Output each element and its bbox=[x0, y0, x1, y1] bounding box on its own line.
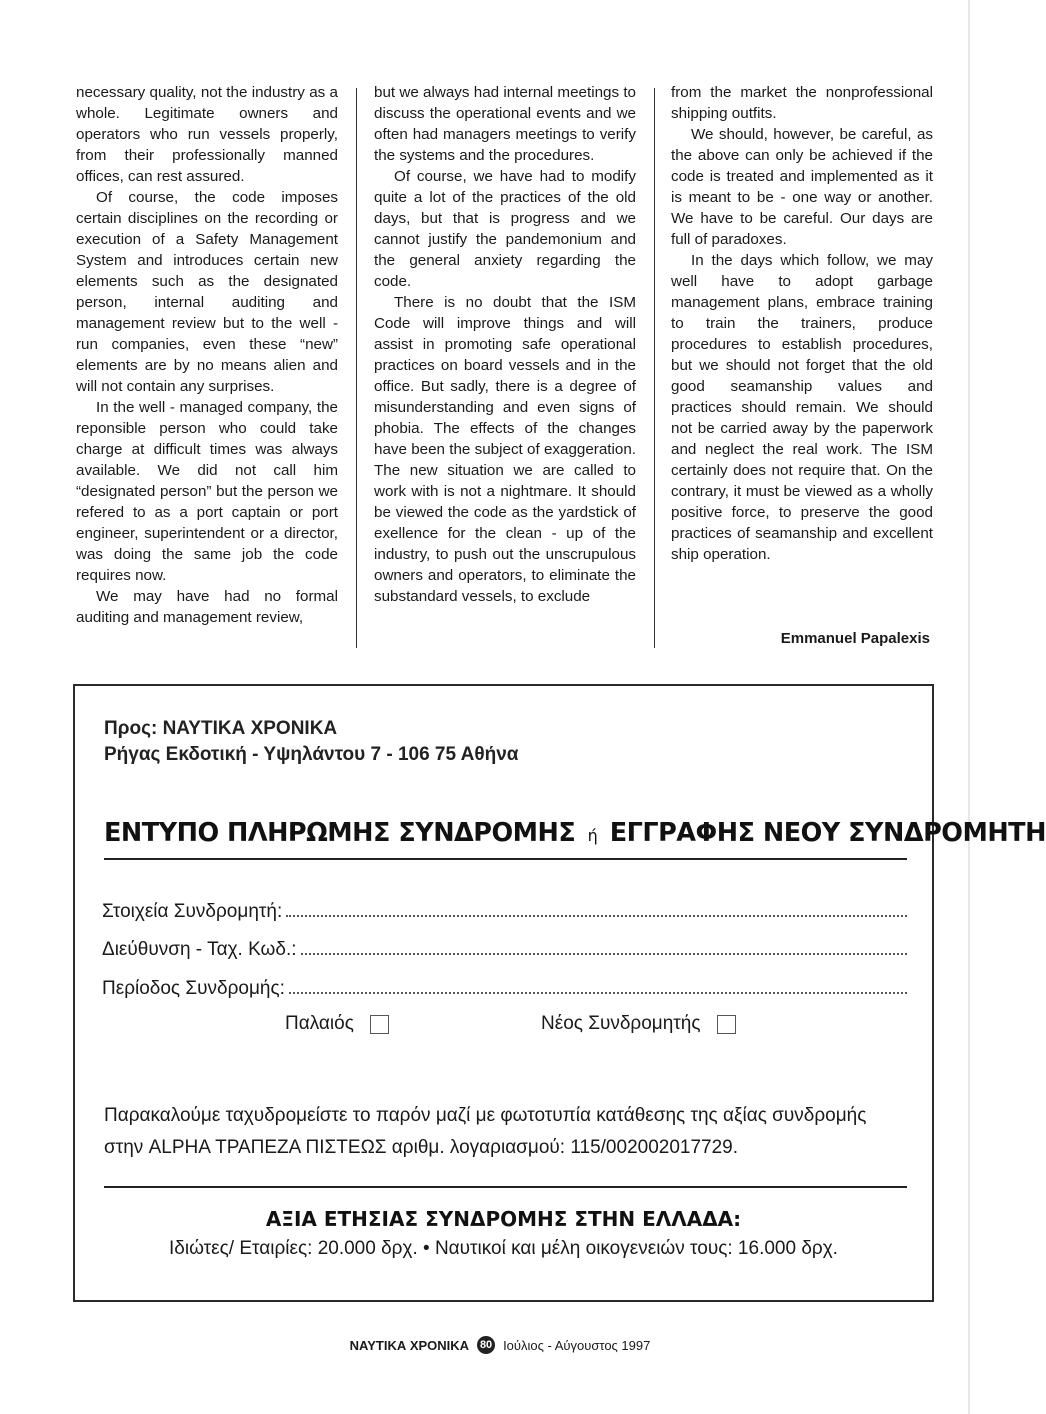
fill-in-line[interactable] bbox=[286, 914, 907, 917]
fill-in-line[interactable] bbox=[301, 952, 907, 955]
price-sailors: Ναυτικοί και μέλη οικογενειών τους: 16.000 δρχ. bbox=[434, 1238, 838, 1259]
old-subscriber-checkbox[interactable] bbox=[370, 1015, 389, 1034]
price-private: Ιδιώτες/ Εταιρίες: 20.000 δρχ. bbox=[169, 1238, 418, 1259]
article-column-3 bbox=[671, 82, 933, 565]
new-subscriber-option[interactable] bbox=[541, 1013, 736, 1035]
recipient-name: Προς: ΝΑΥΤΙΚΑ ΧΡΟΝΙΚΑ bbox=[104, 718, 338, 739]
form-title-part1: ΕΝΤΥΠΟ ΠΛΗΡΩΜΗΣ ΣΥΝΔΡΟΜΗΣ bbox=[104, 818, 576, 848]
address-field[interactable] bbox=[102, 939, 907, 961]
subscriber-details-field[interactable] bbox=[102, 901, 907, 923]
paragraph: In the well - managed company, the reponsible person who could take charge at difficult times was always available. We did not call him “designated person” but the person we refered to as a port captain or port engineer, superintendent or a director, was doing the same job the code requires now. bbox=[76, 399, 338, 584]
paragraph: from the market the nonprofessional shipping outfits. bbox=[671, 84, 933, 122]
article-column-2 bbox=[374, 82, 636, 607]
paragraph: We should, however, be careful, as the above can only be achieved if the code is treated and implemented as it is meant to be - one way or another. We have to be careful. Our days are full of paradoxes. bbox=[671, 126, 933, 248]
paragraph: Of course, the code imposes certain disciplines on the recording or execution of a Safety Management System and introduces certain new elements such as the designated person, internal auditing and management review but to the well - run companies, even these “new” elements are by no means alien and will not contain any surprises. bbox=[76, 189, 338, 395]
bullet-icon: • bbox=[423, 1238, 430, 1259]
divider bbox=[104, 858, 907, 860]
paragraph: We may have had no formal auditing and management review, bbox=[76, 588, 338, 626]
paragraph: In the days which follow, we may well have to adopt garbage management plans, embrace training to train the trainers, produce procedures to establish procedures, but we should not forget that the old good seamanship values and practices should remain. We should not be carried away by the paperwork and neglect the real work. The ISM certainly does not require that. On the contrary, it must be viewed as a wholly positive force, to preserve the good practices of seamanship and excellent ship operation. bbox=[671, 252, 933, 563]
recipient-address: Ρήγας Εκδοτική - Υψηλάντου 7 - 106 75 Αθήνα bbox=[104, 744, 519, 765]
form-title-part2: ΕΓΓΡΑΦΗΣ ΝΕΟΥ ΣΥΝΔΡΟΜΗΤΗ bbox=[609, 818, 1046, 848]
page-footer bbox=[0, 1336, 1000, 1354]
article-author: Emmanuel Papalexis bbox=[780, 630, 930, 647]
new-subscriber-checkbox[interactable] bbox=[717, 1015, 736, 1034]
divider bbox=[104, 1186, 907, 1188]
field-label: Περίοδος Συνδρομής: bbox=[102, 978, 285, 999]
old-subscriber-option[interactable] bbox=[285, 1013, 389, 1035]
form-title-or: ή bbox=[587, 826, 598, 845]
subscription-period-field[interactable] bbox=[102, 978, 907, 1000]
paragraph: necessary quality, not the industry as a whole. Legitimate owners and operators who run vessels properly, from their professionally manned offices, can rest assured. bbox=[76, 84, 338, 185]
form-title bbox=[104, 818, 1046, 848]
article-column-1 bbox=[76, 82, 338, 628]
fill-in-line[interactable] bbox=[289, 991, 907, 994]
price-heading: ΑΞΙΑ ΕΤΗΣΙΑΣ ΣΥΝΔΡΟΜΗΣ ΣΤΗΝ ΕΛΛΑΔΑ: bbox=[265, 1207, 742, 1231]
column-divider bbox=[654, 88, 655, 648]
field-label: Διεύθυνση - Ταχ. Κωδ.: bbox=[102, 939, 297, 960]
issue-date: Ιούλιος - Αύγουστος 1997 bbox=[503, 1337, 651, 1353]
option-label: Νέος Συνδρομητής bbox=[541, 1013, 701, 1034]
subscription-form bbox=[73, 684, 1046, 1302]
page-number: 80 bbox=[477, 1336, 495, 1354]
paragraph: There is no doubt that the ISM Code will improve things and will assist in promoting safe operational practices on board vessels and in the office. But sadly, there is a degree of misunderstanding and even signs of phobia. The effects of the changes have been the subject of exaggeration. The new situation we are called to work with is not a nightmare. It should be viewed the code as the yardstick of exellence for the clean - up of the industry, to push out the unscrupulous owners and operators, to eliminate the substandard vessels, to exclude bbox=[374, 294, 636, 605]
paragraph: Of course, we have had to modify quite a lot of the practices of the old days, but that is progress and we cannot justify the pandemonium and the general anxiety regarding the code. bbox=[374, 168, 636, 290]
payment-instructions: Παρακαλούμε ταχυδρομείστε το παρόν μαζί με φωτοτυπία κατάθεσης της αξίας συνδρομής στην ALPHA ΤΡΑΠΕΖΑ ΠΙΣΤΕΩΣ αριθμ. λογαριασμού: 115/002002017729. bbox=[104, 1105, 867, 1158]
price-details bbox=[75, 1238, 932, 1260]
option-label: Παλαιός bbox=[285, 1013, 354, 1034]
magazine-name: ΝΑΥΤΙΚΑ ΧΡΟΝΙΚΑ bbox=[349, 1337, 470, 1353]
paragraph: but we always had internal meetings to discuss the operational events and we often had managers meetings to verify the systems and the procedures. bbox=[374, 84, 636, 164]
page-edge-shadow bbox=[968, 0, 970, 1414]
field-label: Στοιχεία Συνδρομητή: bbox=[102, 901, 283, 922]
column-divider bbox=[356, 88, 357, 648]
